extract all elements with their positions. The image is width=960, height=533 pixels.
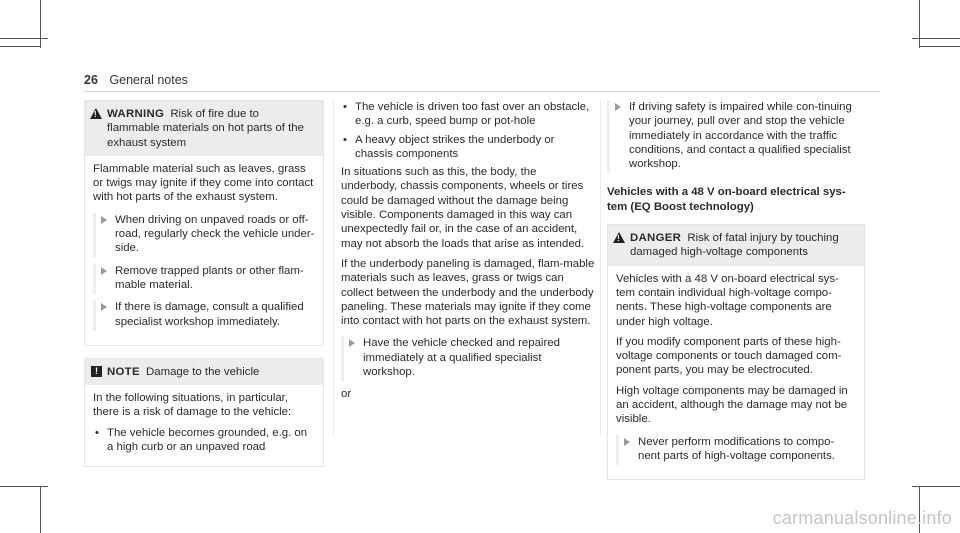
crop-mark [919, 0, 920, 48]
step-arrow-icon [624, 438, 630, 446]
danger-body [608, 266, 864, 480]
warning-step [93, 213, 315, 256]
column-divider [333, 100, 334, 435]
action-step [341, 336, 595, 379]
step-bar [93, 213, 96, 258]
list-item [341, 100, 595, 129]
column-3 [607, 100, 865, 480]
step-text: Have the vehicle checked and repaired immediately at a qualified specialist workshop. [363, 337, 560, 379]
step-text: Never perform modifications to compo-nent parts of high-voltage components. [638, 435, 835, 462]
warning-step [93, 264, 315, 293]
crop-mark [920, 46, 960, 47]
crop-mark [0, 46, 40, 47]
note-intro: In the following situations, in particular, there is a risk of damage to the vehicle: [93, 392, 292, 419]
step-arrow-icon [615, 103, 621, 111]
paragraph: In situations such as this, the body, the underbody, chassis components, wheels or tires could be damaged without the damage being visible. Components damaged in this way can unexpectedly fail or, in the case of an accident, may not absorb the loads that arise as intended. [341, 166, 585, 250]
column-divider [600, 100, 601, 435]
crop-mark [40, 486, 41, 533]
danger-box [607, 224, 865, 480]
step-bar [607, 100, 610, 173]
danger-paragraph: High voltage components may be damaged in an accident, although the damage may not be visible. [616, 384, 848, 426]
section-heading: Vehicles with a 48 V on-board electrical sys-tem (EQ Boost technology) [607, 186, 846, 213]
paragraph: If the underbody paneling is damaged, flam-mable materials such as leaves, grass or twigs can collect between the underbody and the underbody paneling. These materials may ignite if they come into contact with hot parts on the exhaust system. [341, 257, 595, 328]
danger-header [608, 225, 864, 266]
note-body [85, 385, 323, 466]
bullet-icon: • [343, 133, 347, 146]
bullet-icon: • [343, 101, 347, 113]
note-title: Damage to the vehicle [146, 365, 260, 378]
danger-label: DANGER [630, 232, 682, 245]
warning-label: WARNING [107, 108, 165, 120]
danger-paragraph: If you modify component parts of these high-voltage components or touch damaged com-ponent parts, you may be electrocuted. [616, 335, 842, 377]
column-1 [84, 100, 324, 467]
note-header [85, 359, 323, 385]
action-step [607, 100, 865, 171]
step-text: If there is damage, consult a qualified specialist workshop immediately. [115, 301, 304, 328]
column-2 [341, 100, 595, 408]
note-box [84, 358, 324, 467]
bullet-icon: • [95, 426, 99, 439]
danger-step [616, 435, 856, 464]
warning-body [85, 156, 323, 345]
watermark: carmanualsonline.info [772, 508, 952, 528]
warning-icon [90, 108, 102, 119]
note-icon: ! [91, 366, 102, 377]
list-item-text: A heavy object strikes the underbody or chassis components [355, 133, 555, 160]
step-arrow-icon [349, 339, 355, 347]
warning-title: Risk of fire due to flammable materials on hot parts of the exhaust system [107, 108, 304, 149]
danger-title: Risk of fatal injury by touching damaged high-voltage components [630, 232, 839, 259]
step-text: Remove trapped plants or other flam-mable material. [115, 264, 304, 291]
header-rule [84, 91, 880, 92]
note-label: NOTE [107, 365, 140, 378]
step-bar [341, 336, 344, 381]
step-bar [616, 435, 619, 466]
warning-step [93, 300, 315, 329]
step-bar [93, 264, 96, 295]
danger-paragraph: Vehicles with a 48 V on-board electrical sys-tem contain individual high-voltage compo-nents. These high-voltage components are under high voltage. [616, 272, 839, 328]
section-title: General notes [109, 73, 188, 87]
step-arrow-icon [101, 303, 107, 311]
warning-header [85, 101, 323, 156]
list-item [93, 426, 315, 455]
list-item-text: The vehicle is driven too fast over an obstacle, e.g. a curb, speed bump or pot-hole [355, 101, 590, 128]
or-text: or [341, 388, 352, 401]
danger-icon [613, 232, 625, 243]
crop-mark [40, 0, 41, 48]
page-header [84, 73, 188, 87]
warning-text: Flammable material such as leaves, grass or twigs may ignite if they come into contact with hot parts of the exhaust system. [93, 162, 314, 204]
list-item-text: The vehicle becomes grounded, e.g. on a high curb or an unpaved road [107, 426, 308, 454]
step-text: If driving safety is impaired while con-tinuing your journey, pull over and stop the vehicle immediately in accordance with the traffic conditions, and contact a qualified specialist workshop. [629, 101, 852, 171]
step-arrow-icon [101, 267, 107, 275]
page-number: 26 [84, 73, 98, 87]
step-bar [93, 300, 96, 331]
warning-box [84, 100, 324, 346]
list-item [341, 133, 595, 162]
step-text: When driving on unpaved roads or off-road, regularly check the vehicle under-side. [115, 213, 315, 255]
step-arrow-icon [101, 216, 107, 224]
